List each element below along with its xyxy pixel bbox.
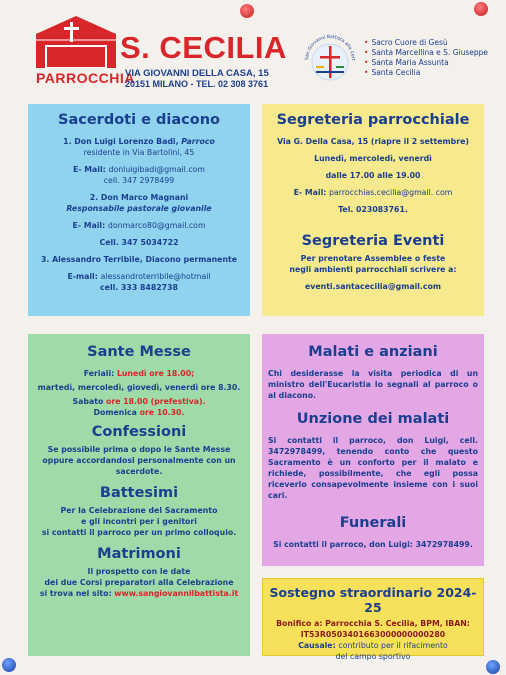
funerali-text: Si contatti il parroco, don Luigi: 3472978499. (273, 540, 473, 549)
priest-1-email-line (34, 164, 244, 175)
parish-item: • Sacro Cuore di Gesù (364, 38, 488, 48)
matrimoni-line-1: Il prospetto con le date (87, 567, 191, 576)
iban-line: IT53R0503401663000000000280 (300, 630, 446, 639)
segreteria-tel: Tel. 023083761. (338, 205, 408, 214)
parish-item: • Santa Cecilia (364, 68, 488, 78)
priest-1-cell: cell. 347 2978499 (103, 176, 175, 185)
sabato-line (34, 396, 244, 407)
matrimoni-site-link[interactable]: www.sangiovannilbattista.it (114, 589, 239, 598)
eventi-line-2: negli ambienti parrocchiali scrivere a: (289, 265, 457, 274)
matrimoni-line-3 (34, 588, 244, 599)
address-line-2: 20151 MILANO - TEL. 02 308 3761 (125, 79, 269, 89)
segreteria-email[interactable]: parrocchias.cecilia@gmail. com (329, 188, 453, 197)
causale-text-2: del campo sportivo (335, 652, 411, 661)
parish-list (364, 38, 488, 78)
messe-box (28, 334, 250, 656)
sostegno-box (262, 578, 484, 661)
confessioni-text: Se possibile prima o dopo le Sante Messe oppure accordandosi personalmente con un sacerdote. (42, 445, 236, 476)
causale-label: Causale: (298, 641, 336, 650)
priest-1-role: Parroco (181, 137, 215, 146)
email-label: E- Mail: (72, 221, 106, 230)
feriali-line (34, 368, 244, 379)
sabato-value: ore 18.00 (prefestiva). (106, 397, 206, 406)
pushpin-blue-bottom-left (2, 658, 16, 672)
funerali-title: Funerali (339, 515, 407, 531)
priest-2-email[interactable]: donmarco80@gmail.com (107, 221, 206, 230)
pushpin-blue-bottom-right (486, 660, 500, 674)
church-logo (36, 16, 116, 68)
feriali-value: Lunedì ore 18.00; (116, 369, 195, 378)
address-line-1: VIA GIOVANNI DELLA CASA, 15 (125, 68, 269, 79)
emblem-arc-text: San Giovanni Battista alla Cert (304, 34, 356, 61)
sabato-label: Sabato (72, 397, 104, 406)
pastoral-community-emblem (300, 30, 360, 90)
battesimi-title: Battesimi (99, 485, 179, 501)
segreteria-address: Via G. Della Casa, 15 (riapre il 2 settembre) (277, 137, 469, 146)
segreteria-box (262, 104, 484, 316)
segreteria-email-line (268, 187, 478, 198)
malati-title: Malati e anziani (308, 344, 438, 360)
parrocchia-label: PARROCCHIA (36, 70, 135, 86)
parish-title: S. CECILIA (120, 30, 287, 65)
unzione-text: Si contatti il parroco, don Luigi, cell. 3472978499, tenendo conto che questo Sacramento è un conforto per il malato e richiede, possibilmente, che egli possa riceverlo consapevolmente insieme con i suoi cari. (268, 436, 478, 500)
email-label: E- Mail: (293, 188, 327, 197)
matrimoni-line-2: dei due Corsi preparatori alla Celebrazione (44, 578, 234, 587)
eventi-title: Segreteria Eventi (301, 233, 445, 249)
parish-item: • Santa Maria Assunta (364, 58, 488, 68)
deacon-cell: cell. 333 8482738 (100, 283, 178, 292)
priest-2-name: 2. Don Marco Magnani (89, 193, 189, 202)
email-label: E-mail: (67, 272, 98, 281)
feriali-label: Feriali: (83, 369, 115, 378)
domenica-line (34, 407, 244, 418)
causale-line (269, 640, 477, 651)
priest-1-residence: residente in Via Bartolini, 45 (83, 148, 195, 157)
malati-text: Chi desiderasse la visita periodica di un ministro dell'Eucaristia lo segnali al parroco o al diacono. (268, 369, 478, 400)
segreteria-title: Segreteria parrocchiale (276, 112, 470, 128)
weekday-masses: martedì, mercoledì, giovedì, venerdì ore 8.30. (37, 383, 241, 392)
priest-2-role: Responsabile pastorale giovanile (66, 204, 212, 213)
bonifico-line: Bonifico a: Parrocchia S. Cecilia, BPM, IBAN: (276, 619, 470, 628)
sacerdoti-box (28, 104, 250, 316)
pushpin-red-top (240, 4, 254, 18)
priest-1-email[interactable]: donluigibadi@gmail.com (108, 165, 205, 174)
unzione-title: Unzione dei malati (296, 411, 450, 427)
sostegno-title: Sostegno straordinario 2024-25 (269, 585, 477, 615)
priest-1-name: 1. Don Luigi Lorenzo Badi, (63, 137, 179, 146)
priest-1-name-line (34, 136, 244, 147)
deacon-email[interactable]: alessandroterribile@hotmail (100, 272, 211, 281)
segreteria-hours: dalle 17.00 alle 19.00 (325, 171, 421, 180)
eventi-line-1: Per prenotare Assemblee o feste (300, 254, 446, 263)
matrimoni-site-label: si trova nel sito: (39, 589, 112, 598)
messe-title: Sante Messe (87, 344, 191, 360)
pushpin-red-right (474, 2, 488, 16)
priest-2-cell: Cell. 347 5034722 (99, 238, 179, 247)
deacon-name: 3. Alessandro Terribile, Diacono permanente (40, 255, 238, 264)
causale-text: contributo per il rifacimento (338, 641, 448, 650)
battesimi-line-3: si contatti il parroco per un primo colloquio. (41, 528, 237, 537)
matrimoni-title: Matrimoni (97, 546, 181, 562)
sacerdoti-title: Sacerdoti e diacono (58, 112, 220, 128)
eventi-email[interactable]: eventi.santacecilia@gmail.com (305, 282, 441, 291)
battesimi-line-2: e gli incontri per i genitori (81, 517, 197, 526)
battesimi-line-1: Per la Celebrazione del Sacramento (60, 506, 218, 515)
email-label: E- Mail: (73, 165, 106, 174)
confessioni-title: Confessioni (91, 424, 187, 440)
priest-2-email-line (34, 220, 244, 231)
segreteria-days: Lunedì, mercoledì, venerdì (314, 154, 432, 163)
domenica-label: Domenica (93, 408, 137, 417)
malati-box (262, 334, 484, 566)
domenica-value: ore 10.30. (139, 408, 185, 417)
deacon-email-line (34, 271, 244, 282)
parish-item: • Santa Marcellina e S. Giuseppe (364, 48, 488, 58)
